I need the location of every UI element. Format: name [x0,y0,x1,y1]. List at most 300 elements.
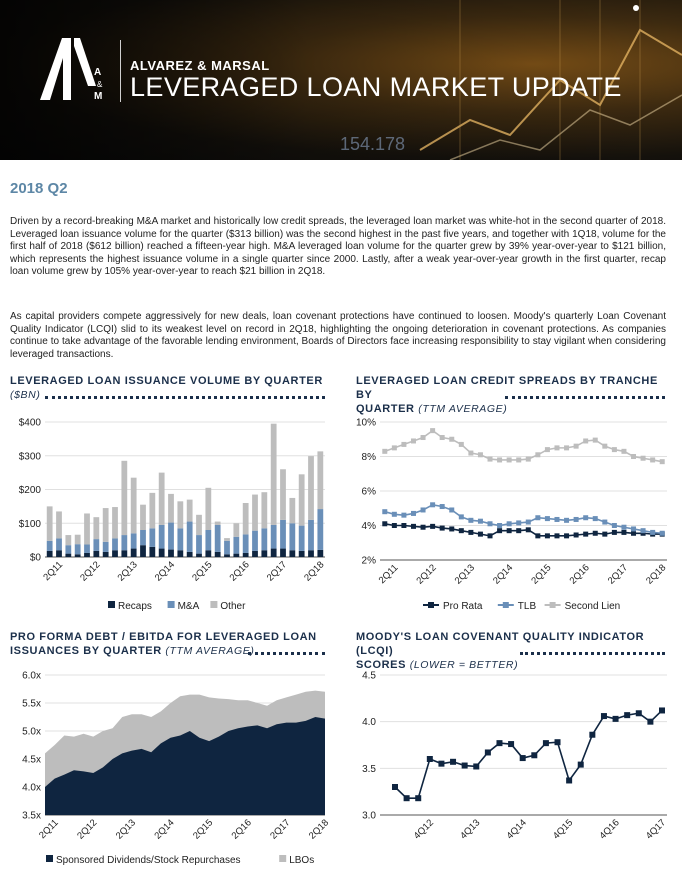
c2-point-prorata [401,523,406,528]
c2-point-tlb [593,516,598,521]
c1-bar-ma [149,528,155,547]
debt-ebitda-chart [0,665,340,869]
c1-bar-ma [84,545,90,553]
c1-ytick: $200 [18,485,41,496]
c1-bar-ma [317,509,323,550]
c2-ytick: 8% [361,452,376,463]
c2-xtick: 2Q15 [529,562,554,587]
c3-legend-swatch [279,855,286,862]
c2-point-prorata [411,524,416,529]
c1-bar-other [224,538,230,541]
c3-xtick: 2Q14 [152,817,177,842]
c2-point-tlb [497,523,502,528]
c4-xtick: 4Q12 [411,817,436,842]
c4-ytick: 4.5 [362,670,376,682]
c2-point-prorata [526,527,531,532]
c2-point-prorata [459,528,464,533]
c1-bar-ma [121,535,127,550]
c3-legend-label: LBOs [289,855,315,866]
c1-bar-other [84,513,90,544]
chart2-divider [505,396,665,399]
c1-xtick: 2Q17 [264,559,290,584]
c4-point-lcqi [601,713,607,719]
c1-bar-ma [308,520,314,550]
c4-point-lcqi [392,784,398,790]
c1-bar-ma [56,538,62,550]
c1-legend-label: Recaps [118,601,152,612]
c2-point-tlb [449,507,454,512]
c2-point-tlb [488,521,493,526]
c1-bar-other [271,424,277,525]
c4-point-lcqi [496,740,502,746]
c2-point-tlb [440,504,445,509]
c2-xtick: 2Q17 [605,562,631,587]
chart4-title-line1: MOODY'S LOAN COVENANT QUALITY INDICATOR (LCQI) [356,631,645,657]
c2-point-prorata [478,532,483,537]
c2-point-tlb [535,515,540,520]
c4-xtick: 4Q16 [597,817,622,842]
banner-decor-number: 154.178 [340,134,406,154]
c2-point-prorata [449,526,454,531]
c1-bar-other [112,507,118,538]
c2-point-secondlien [459,442,464,447]
c2-point-secondlien [602,444,607,449]
c1-bar-other [93,517,99,539]
logo-mark-m: M [94,91,103,102]
c1-bar-other [159,473,165,525]
c1-bar-recaps [308,550,314,557]
c2-line-secondlien [385,431,662,462]
c1-bar-recaps [252,551,258,557]
c4-xtick: 4Q17 [643,817,669,842]
c4-point-lcqi [485,749,491,755]
c2-point-prorata [535,533,540,538]
c1-bar-recaps [196,554,202,557]
c1-bar-ma [65,545,71,553]
c2-point-tlb [430,502,435,507]
c2-point-prorata [392,523,397,528]
banner-title: LEVERAGED LOAN MARKET UPDATE [130,72,622,102]
c3-xtick: 2Q15 [191,817,216,842]
c2-line-tlb [385,505,662,533]
c3-xtick: 2Q13 [113,817,139,842]
c2-xtick: 2Q18 [644,562,669,587]
c2-point-tlb [621,525,626,530]
c1-bar-recaps [187,552,193,557]
c3-ytick: 6.0x [22,670,41,682]
c2-ytick: 2% [361,555,376,567]
c2-point-secondlien [660,459,665,464]
c2-point-tlb [421,507,426,512]
c1-bar-recaps [140,545,146,557]
c2-legend-label: Pro Rata [443,601,483,612]
c4-point-lcqi [659,707,665,713]
c4-point-lcqi [647,719,653,725]
c2-legend-marker [550,602,556,608]
c2-point-tlb [650,530,655,535]
c2-point-prorata [621,530,626,535]
chart1-title-sub: ($BN) [10,389,41,401]
c1-bar-recaps [233,554,239,557]
c3-ytick: 5.5x [22,698,41,710]
logo-divider [120,40,121,102]
c1-bar-recaps [317,550,323,557]
c2-point-prorata [507,528,512,533]
c2-xtick: 2Q12 [414,562,439,587]
c2-point-secondlien [392,445,397,450]
c1-bar-other [196,515,202,535]
c1-bar-recaps [75,554,81,557]
c1-bar-other [205,488,211,530]
c1-bar-ma [224,541,230,555]
c4-point-lcqi [450,759,456,765]
c2-point-secondlien [468,451,473,456]
logo-mark-amp: & [97,80,103,89]
c1-bar-ma [159,525,165,549]
c2-point-secondlien [497,457,502,462]
c1-bar-ma [205,530,211,550]
c1-bar-other [103,508,109,542]
c2-point-secondlien [478,452,483,457]
c2-point-secondlien [382,449,387,454]
c2-point-secondlien [583,438,588,443]
c1-bar-other [261,492,267,528]
c2-point-secondlien [526,457,531,462]
c4-ytick: 3.0 [362,810,376,822]
c2-point-tlb [382,509,387,514]
c1-bar-ma [75,544,81,554]
c4-point-lcqi [520,755,526,761]
c1-xtick: 2Q15 [190,559,215,584]
c1-ytick: $0 [29,552,41,564]
c2-point-prorata [574,532,579,537]
c1-bar-recaps [299,551,305,557]
c2-point-prorata [421,525,426,530]
c4-point-lcqi [473,763,479,769]
c2-point-secondlien [421,435,426,440]
c2-point-secondlien [545,447,550,452]
header-banner [0,0,682,160]
report-heading: 2018 Q2 [10,180,68,197]
chart2-title-sub: (TTM AVERAGE) [418,403,508,415]
logo-mark-a: A [94,67,102,78]
c2-point-prorata [468,530,473,535]
c2-point-tlb [612,523,617,528]
c4-point-lcqi [438,761,444,767]
c2-point-tlb [411,511,416,516]
c2-point-secondlien [535,452,540,457]
c2-point-prorata [440,526,445,531]
chart1-divider [45,396,325,399]
chart2-title-line2: QUARTER [356,403,419,415]
c2-point-tlb [583,515,588,520]
chart4-title-sub: (LOWER = BETTER) [409,659,519,671]
c1-bar-other [308,456,314,520]
c1-bar-ma [271,525,277,549]
c4-point-lcqi [613,716,619,722]
c2-point-secondlien [401,442,406,447]
c2-point-prorata [564,533,569,538]
c1-bar-ma [215,525,221,552]
c1-bar-ma [140,530,146,545]
c4-point-lcqi [636,710,642,716]
c4-point-lcqi [543,740,549,746]
c2-point-secondlien [430,428,435,433]
c1-bar-recaps [47,551,53,557]
c1-bar-other [252,495,258,531]
c1-bar-other [280,469,286,520]
c2-point-tlb [574,517,579,522]
c2-xtick: 2Q11 [376,562,401,587]
c1-bar-recaps [205,550,211,557]
c1-bar-recaps [224,554,230,557]
c1-bar-recaps [112,550,118,557]
c2-ytick: 4% [361,521,376,532]
c3-ytick: 4.0x [22,782,41,794]
c2-point-prorata [382,521,387,526]
c4-line-lcqi [395,710,662,798]
c1-bar-other [168,494,174,523]
c4-point-lcqi [531,752,537,758]
c1-bar-recaps [215,552,221,557]
c2-point-secondlien [593,438,598,443]
c1-bar-recaps [84,553,90,557]
c2-point-prorata [497,528,502,533]
c2-legend-marker [428,602,434,608]
c2-point-secondlien [631,454,636,459]
c3-xtick: 2Q17 [268,817,293,842]
c1-bar-recaps [280,549,286,557]
c2-point-prorata [488,533,493,538]
c2-legend-label: TLB [517,601,537,612]
chart3-title-line1: PRO FORMA DEBT / EBITDA FOR LEVERAGED LOAN [10,631,317,643]
c2-point-secondlien [554,445,559,450]
c2-point-secondlien [564,445,569,450]
c4-point-lcqi [404,795,410,801]
c1-bar-recaps [243,553,249,557]
c1-bar-recaps [168,550,174,557]
c2-point-tlb [478,519,483,524]
c1-bar-recaps [159,549,165,557]
c1-bar-recaps [56,550,62,557]
c2-point-secondlien [516,457,521,462]
c1-bar-other [121,461,127,535]
chart3-title-sub: (TTM AVERAGE) [165,645,255,657]
c1-bar-ma [280,520,286,549]
c3-legend-swatch [46,855,53,862]
c2-point-tlb [468,518,473,523]
c1-bar-other [243,503,249,534]
c4-xtick: 4Q15 [551,817,576,842]
c1-bar-other [233,523,239,537]
c1-bar-other [177,501,183,528]
c1-bar-other [187,500,193,522]
c1-ytick: $100 [18,518,41,530]
c1-bar-recaps [103,552,109,557]
issuance-volume-chart [0,410,340,615]
c2-point-tlb [401,513,406,518]
c4-point-lcqi [578,762,584,768]
c3-legend-label: Sponsored Dividends/Stock Repurchases [56,855,241,866]
c4-point-lcqi [508,741,514,747]
c1-bar-other [131,478,137,534]
c2-point-secondlien [488,457,493,462]
c1-bar-ma [252,531,258,551]
c1-xtick: 2Q16 [227,559,252,584]
c2-point-secondlien [641,456,646,461]
c1-bar-ma [187,522,193,552]
c1-ytick: $300 [18,451,41,463]
c1-bar-recaps [149,547,155,557]
c1-legend-swatch [210,601,217,608]
c1-bar-recaps [177,550,183,557]
c2-point-prorata [430,524,435,529]
c2-point-secondlien [411,438,416,443]
brand-name: ALVAREZ & MARSAL [130,58,270,73]
chart1-title-main: LEVERAGED LOAN ISSUANCE VOLUME BY QUARTER [10,375,323,387]
c1-legend-label: M&A [177,601,200,612]
c2-point-secondlien [621,449,626,454]
c1-bar-ma [112,538,118,550]
c1-bar-ma [131,533,137,548]
c1-bar-ma [261,528,267,550]
c1-bar-other [289,498,295,523]
c2-point-tlb [526,520,531,525]
c2-ytick: 10% [355,417,376,429]
c2-legend-marker [503,602,509,608]
c3-ytick: 3.5x [22,810,41,822]
c3-xtick: 2Q18 [306,817,332,842]
c1-bar-recaps [121,550,127,557]
c4-point-lcqi [566,777,572,783]
c2-point-secondlien [440,435,445,440]
c1-bar-other [56,511,62,538]
c1-bar-recaps [289,550,295,557]
c2-point-prorata [593,531,598,536]
c1-legend-swatch [108,601,115,608]
c1-bar-ma [299,526,305,551]
c2-xtick: 2Q16 [567,562,592,587]
c2-point-tlb [660,531,665,536]
c1-bar-ma [103,542,109,552]
c2-legend-label: Second Lien [564,601,621,612]
c2-point-tlb [602,520,607,525]
paragraph-1: Driven by a record-breaking M&A market and historically low credit spreads, the leveraged loan market was white-hot in the second quarter of 2018. Leveraged loan issuance volume for the quarter ($313 billion) was the second highest in the past five years, and together with 1Q18, volume for the first half of 2018 ($612 billion) reached a fifteen-year high. M&A leveraged loan volume for the quarter grew by 39% year-over-year to $121 billion, which represents the highest issuance volume in a single quarter since 2000. Lastly, after a weak year-over-year growth in the first quarter, recap loan volume grew by 105% year-over-year to reach $21 billion in 2Q18. [10,216,666,278]
c2-point-secondlien [574,444,579,449]
c4-xtick: 4Q14 [504,817,529,842]
c4-point-lcqi [624,712,630,718]
chart4-divider [520,652,665,655]
c1-bar-other [65,535,71,545]
c2-point-tlb [392,512,397,517]
c4-point-lcqi [462,763,468,769]
c2-point-tlb [545,516,550,521]
c4-ytick: 3.5 [362,763,376,775]
credit-spreads-chart [345,410,682,615]
c2-point-tlb [631,526,636,531]
c3-xtick: 2Q16 [229,817,254,842]
c2-point-secondlien [612,447,617,452]
c1-bar-ma [289,523,295,550]
c1-bar-ma [243,534,249,553]
c1-bar-ma [177,528,183,550]
c1-bar-recaps [93,551,99,557]
chart4-title-line2: SCORES [356,659,410,671]
c2-point-tlb [554,517,559,522]
c1-bar-ma [196,535,202,554]
c1-bar-other [47,506,53,540]
c1-legend-label: Other [220,601,246,612]
c1-bar-other [149,493,155,528]
c2-point-secondlien [507,457,512,462]
c4-xtick: 4Q13 [458,817,483,842]
c2-point-prorata [602,532,607,537]
c2-point-prorata [612,530,617,535]
c2-point-tlb [516,520,521,525]
chart3-divider [248,652,325,655]
c3-xtick: 2Q12 [75,817,100,842]
c2-point-tlb [564,518,569,523]
c1-bar-other [140,505,146,530]
c2-point-tlb [507,521,512,526]
c4-point-lcqi [589,732,595,738]
c1-bar-recaps [65,554,71,557]
c2-xtick: 2Q14 [491,562,516,587]
c2-point-secondlien [650,457,655,462]
c1-bar-other [75,535,81,544]
c1-xtick: 2Q18 [302,559,327,584]
c2-xtick: 2Q13 [452,562,478,587]
c4-ytick: 4.0 [362,717,376,729]
chart3-title-line2: ISSUANCES BY QUARTER [10,645,166,657]
c1-bar-recaps [131,549,137,557]
lcqi-chart [345,665,682,869]
c1-xtick: 2Q13 [115,559,140,584]
c4-point-lcqi [555,739,561,745]
c1-bar-other [215,522,221,525]
paragraph-2: As capital providers compete aggressively for new deals, loan covenant protections have continued to loosen. Moody's quarterly Loan Covenant Quality Indicator (LCQI) slid to its weakest level on record in 2Q18, highlighting the ongoing deterioration in covenant protections. As companies continue to take advantage of the favorable lending environment, Boards of Directors face increasing responsibility to stay vigilant when considering leveraged transactions. [10,311,666,360]
c1-xtick: 2Q11 [41,559,66,584]
c1-xtick: 2Q14 [152,559,178,584]
c3-ytick: 5.0x [22,726,41,738]
c2-point-prorata [554,533,559,538]
c1-bar-recaps [271,549,277,557]
c3-ytick: 4.5x [22,754,41,766]
c2-point-prorata [516,528,521,533]
c2-point-tlb [459,514,464,519]
c1-bar-ma [233,537,239,554]
c2-point-secondlien [449,437,454,442]
c1-ytick: $400 [18,417,41,429]
c1-bar-ma [93,539,99,551]
c3-xtick: 2Q11 [37,817,61,842]
c4-point-lcqi [427,756,433,762]
c1-bar-ma [47,541,53,551]
c1-xtick: 2Q12 [78,559,103,584]
c1-bar-other [299,474,305,525]
c2-point-tlb [641,528,646,533]
c4-point-lcqi [415,795,421,801]
c1-bar-other [317,451,323,509]
c2-point-prorata [583,532,588,537]
c1-legend-swatch [168,601,175,608]
chart2-title-line1: LEVERAGED LOAN CREDIT SPREADS BY TRANCHE BY [356,375,658,401]
c2-ytick: 6% [361,486,376,498]
c2-point-prorata [631,531,636,536]
c1-bar-recaps [261,550,267,557]
c1-bar-ma [168,523,174,550]
c2-point-prorata [545,533,550,538]
